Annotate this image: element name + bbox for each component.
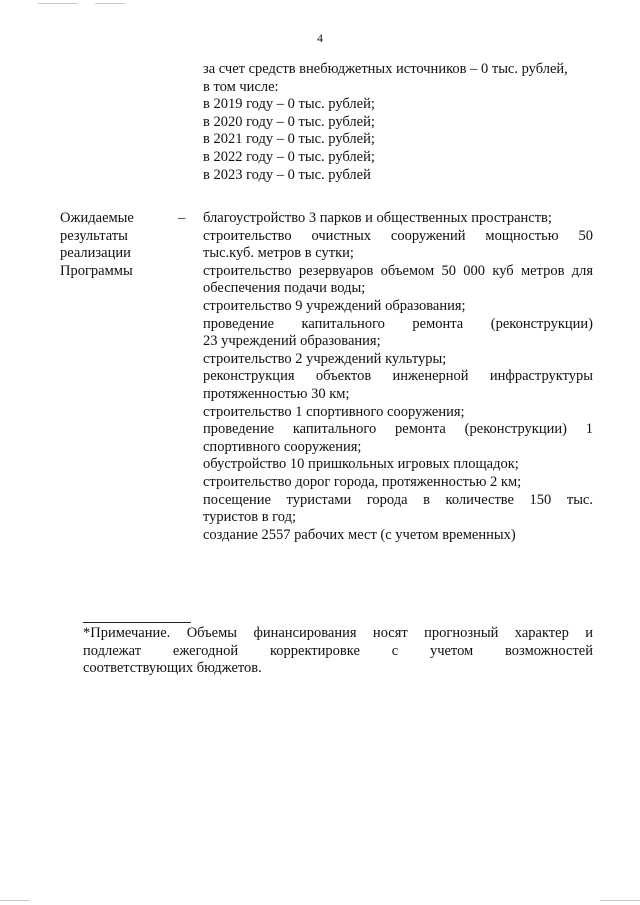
footnote-rule	[83, 622, 191, 623]
funding-line: в 2023 году – 0 тыс. рублей	[203, 166, 371, 183]
result-item: строительство 1 спортивного сооружения;	[203, 403, 465, 420]
footnote-line: соответствующих бюджетов.	[83, 660, 262, 677]
scan-mark	[95, 3, 125, 4]
result-item: посещение туристами города в количестве 150 тыс.	[203, 491, 593, 508]
results-dash: –	[178, 210, 186, 226]
results-label-line: реализации	[60, 245, 131, 262]
page-number: 4	[317, 31, 323, 45]
result-item: проведение капитального ремонта (реконструкции)	[203, 315, 593, 332]
result-item: обустройство 10 пришкольных игровых площадок;	[203, 456, 519, 473]
result-item-continuation: 23 учреждений образования;	[203, 333, 381, 350]
result-item-continuation: туристов в год;	[203, 509, 297, 526]
results-label-line: Программы	[60, 262, 133, 279]
funding-line: за счет средств внебюджетных источников – 0 тыс. рублей,	[203, 61, 568, 77]
result-item: строительство 2 учреждений культуры;	[203, 350, 447, 367]
results-label	[60, 210, 160, 280]
results-list	[203, 210, 593, 544]
funding-block	[203, 61, 598, 184]
result-item-continuation: обеспечения подачи воды;	[203, 280, 366, 297]
scan-mark	[38, 3, 78, 4]
result-item: создание 2557 рабочих мест (с учетом временных)	[203, 526, 516, 543]
result-item-continuation: спортивного сооружения;	[203, 438, 362, 455]
funding-line: в 2019 году – 0 тыс. рублей;	[203, 96, 375, 113]
funding-line: в 2022 году – 0 тыс. рублей;	[203, 148, 375, 165]
funding-line: в том числе:	[203, 78, 279, 95]
result-item: строительство 9 учреждений образования;	[203, 297, 466, 314]
scan-mark	[600, 900, 640, 901]
footnote-line: *Примечание. Объемы финансирования носят прогнозный характер и	[83, 625, 593, 641]
results-label-line: результаты	[60, 227, 128, 244]
scan-mark	[0, 900, 30, 901]
footnote-line: подлежат ежегодной корректировке с учетом возможностей	[83, 642, 593, 659]
funding-line: в 2021 году – 0 тыс. рублей;	[203, 131, 375, 148]
funding-line: в 2020 году – 0 тыс. рублей;	[203, 113, 375, 130]
result-item: проведение капитального ремонта (реконструкции) 1	[203, 421, 593, 438]
result-item: строительство очистных сооружений мощностью 50	[203, 227, 593, 244]
results-label-line: Ожидаемые	[60, 210, 134, 226]
result-item-continuation: тыс.куб. метров в сутки;	[203, 245, 354, 262]
result-item-continuation: протяженностью 30 км;	[203, 385, 350, 402]
footnote	[83, 625, 593, 678]
result-item: благоустройство 3 парков и общественных пространств;	[203, 210, 552, 226]
result-item: строительство резервуаров объемом 50 000 куб метров для	[203, 262, 593, 279]
result-item: реконструкция объектов инженерной инфраструктуры	[203, 368, 593, 385]
result-item: строительство дорог города, протяженностью 2 км;	[203, 473, 522, 490]
